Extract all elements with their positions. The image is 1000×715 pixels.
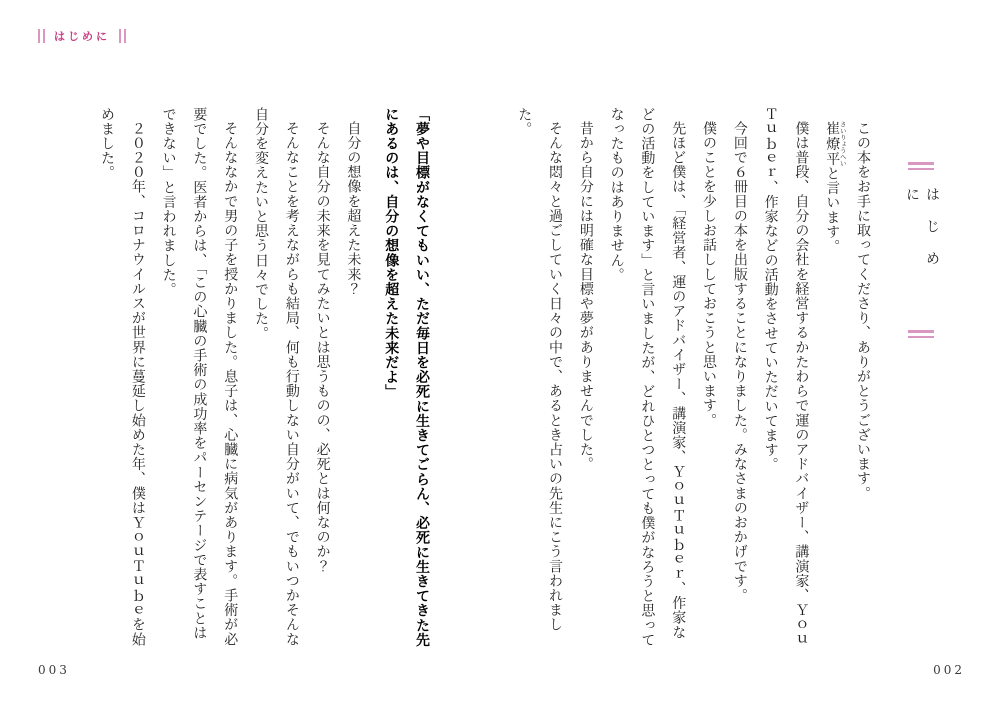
author-suffix: と言います。	[824, 166, 840, 254]
paragraph: そんな悶々と過ごしていく日々の中で、あるとき占いの先生にこう言われました。	[516, 107, 563, 632]
chapter-header	[904, 162, 939, 338]
paragraph: そんな自分の未来を見てみたいとは思うものの、必死とは何なのか？	[314, 121, 330, 574]
chapter-title: はじめに	[904, 187, 939, 283]
author-furigana: さいりょうへい	[838, 121, 846, 167]
right-page-text	[507, 107, 877, 652]
page-number-right: 002	[933, 663, 965, 677]
running-header	[38, 27, 126, 45]
paragraph: そんなことを考えながらも結局、何も行動しない自分がいて、でもいつかそんな自分を変えたいと思う日々でした。	[253, 107, 299, 647]
paragraph: 僕のことを少しお話ししておこうと思います。	[701, 121, 717, 428]
paragraph: この本をお手に取ってくださり、ありがとうございます。	[855, 121, 870, 501]
paragraph: 先ほど僕は、「経営者、運のアドバイザー、講演家、ＹｏｕＴｕｂｅｒ、作家などの活動をしています」と言いましたが、どれひとつとっても僕がなろうと思ってなったものはありません。	[608, 107, 686, 648]
paragraph: 昔から自分には明確な目標や夢がありませんでした。	[577, 121, 593, 472]
quote-paragraph: 「夢や目標がなくてもいい、ただ毎日を必死に生きてごらん、必死に生きてきた先にあるのは、自分の想像を超えた未来だよ」	[384, 107, 431, 648]
author-name: 崔燎平 さいりょうへい	[824, 121, 846, 167]
left-page-text	[90, 107, 438, 652]
double-bar-icon	[119, 29, 126, 43]
paragraph: 僕は普段、自分の会社を経営するかたわらで運のアドバイザー、講演家、ＹｏｕＴｕｂｅｒ、作家などの活動をさせていただいてます。	[762, 107, 809, 647]
paragraph: そんななかで男の子を授かりました。息子は、心臓に病気があります。手術が必要でした。医者からは、「この心臓の手術の成功率をパーセンテージで表すことはできない」と言われました。	[160, 107, 238, 647]
page-number-left: 003	[38, 663, 70, 677]
author-paragraph	[815, 107, 846, 652]
running-header-label: はじめに	[54, 31, 110, 43]
paragraph: 自分の想像を超えた未来？	[345, 121, 361, 297]
double-rule-icon	[908, 162, 934, 170]
paragraph: ２０２０年、コロナウイルスが世界に蔓延し始めた年、僕はＹｏｕＴｕｂｅを始めました。	[99, 107, 145, 647]
paragraph: 今回で６冊目の本を出版することになりました。みなさまのおかげです。	[731, 121, 747, 603]
double-rule-icon	[908, 330, 934, 338]
double-bar-icon	[38, 29, 45, 43]
